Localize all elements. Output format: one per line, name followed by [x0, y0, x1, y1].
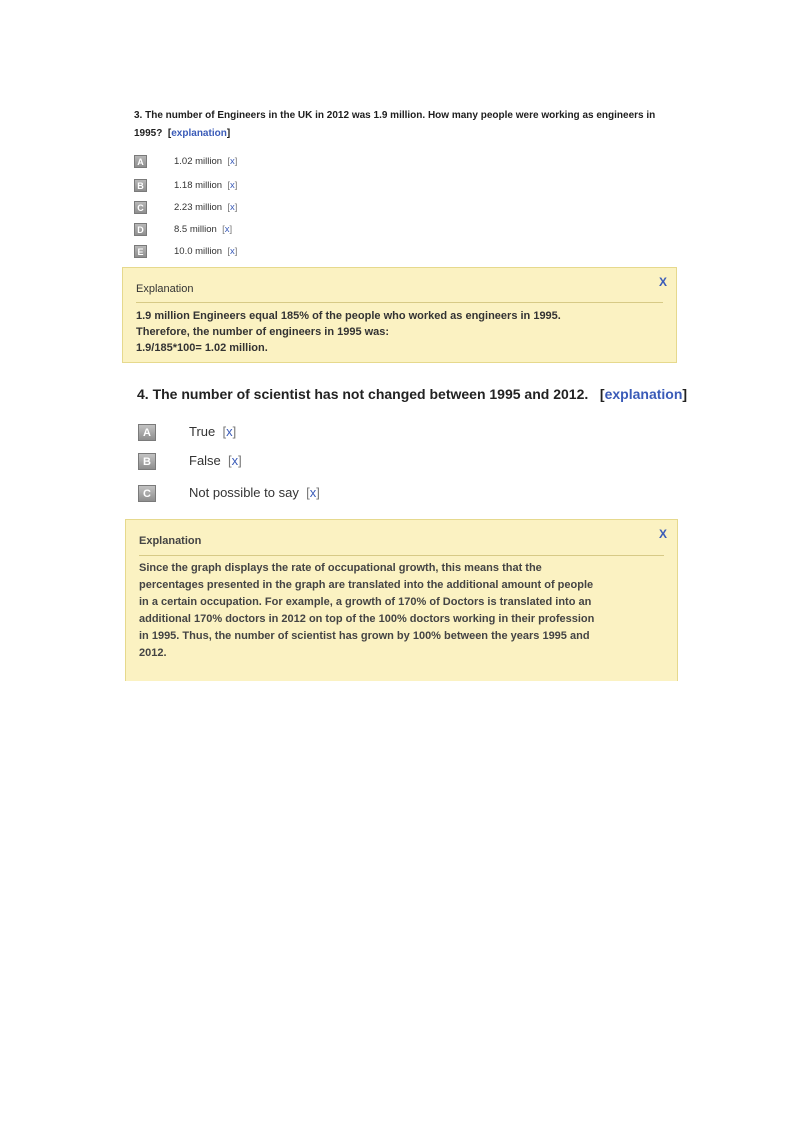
option-label: 1.02 million [174, 156, 223, 167]
explanation-line: Therefore, the number of engineers in 1995 was: [136, 326, 390, 338]
option-x-mark[interactable]: [x] [227, 246, 238, 257]
explanation-divider [136, 302, 663, 303]
explanation-line: 1.9 million Engineers equal 185% of the people who worked as engineers in 1995. [136, 310, 561, 322]
question-4-text: 4. The number of scientist has not changed between 1995 and 2012. [explanation] [137, 386, 688, 402]
question-4-option-a[interactable] [138, 424, 438, 442]
question-4-explanation-link[interactable]: explanation [604, 386, 683, 402]
option-x-mark[interactable]: [x] [228, 453, 242, 468]
explanation-body [136, 308, 661, 356]
option-x-mark[interactable]: [x] [227, 156, 238, 167]
option-label: True [189, 424, 216, 439]
option-letter-badge: B [138, 453, 156, 470]
option-x-mark[interactable]: [x] [227, 180, 238, 191]
explanation-title: Explanation [136, 283, 194, 295]
option-letter-badge: C [134, 201, 147, 214]
option-x-mark[interactable]: [x] [222, 424, 237, 439]
option-label: 10.0 million [174, 246, 223, 257]
explanation-title: Explanation [139, 535, 202, 547]
close-icon[interactable]: X [658, 275, 667, 289]
explanation-divider [139, 555, 664, 556]
explanation-line: additional 170% doctors in 2012 on top of the 100% doctors working in their profession [139, 613, 595, 625]
explanation-line: 1.9/185*100= 1.02 million. [136, 342, 268, 354]
option-letter-badge: C [138, 485, 156, 502]
question-3-explanation-box [122, 267, 677, 363]
question-3-prompt: 3. The number of Engineers in the UK in 2012 was 1.9 million. How many people were working as engineers in 1995? [134, 110, 656, 139]
question-3-option-c[interactable] [134, 201, 384, 215]
explanation-line: percentages presented in the graph are translated into the additional amount of people [139, 579, 594, 591]
question-4-explanation-box [125, 519, 678, 681]
question-4-prompt: 4. The number of scientist has not changed between 1995 and 2012. [137, 386, 589, 402]
option-letter-badge: B [134, 179, 147, 192]
option-letter-badge: A [134, 155, 147, 168]
question-3-option-d[interactable] [134, 223, 384, 237]
option-letter-badge: D [134, 223, 147, 236]
question-3-option-a[interactable] [134, 155, 384, 169]
question-3-option-e[interactable] [134, 245, 384, 259]
close-icon[interactable]: X [658, 527, 667, 541]
option-x-mark[interactable]: [x] [306, 485, 320, 500]
option-x-mark[interactable]: [x] [227, 202, 238, 213]
option-x-mark[interactable]: [x] [222, 224, 233, 235]
option-letter-badge: E [134, 245, 147, 258]
question-4-option-c[interactable] [138, 485, 438, 503]
option-label: 2.23 million [174, 202, 223, 213]
option-label: False [189, 453, 221, 468]
question-4-option-b[interactable] [138, 453, 438, 471]
option-label: 1.18 million [174, 180, 223, 191]
explanation-line: 2012. [139, 647, 167, 659]
question-3-text: 3. The number of Engineers in the UK in 2012 was 1.9 million. How many people were working as engineers in 1995? [explanation] [134, 110, 656, 139]
explanation-line: in 1995. Thus, the number of scientist has grown by 100% between the years 1995 and [139, 630, 590, 642]
option-letter-badge: A [138, 424, 156, 441]
option-label: Not possible to say [189, 485, 299, 500]
question-3-option-b[interactable] [134, 179, 384, 193]
option-label: 8.5 million [174, 224, 217, 235]
explanation-line: in a certain occupation. For example, a growth of 170% of Doctors is translated into an [139, 596, 592, 608]
explanation-line: Since the graph displays the rate of occupational growth, this means that the [139, 562, 542, 574]
question-3-explanation-link[interactable]: explanation [171, 128, 227, 139]
explanation-body [139, 560, 669, 662]
